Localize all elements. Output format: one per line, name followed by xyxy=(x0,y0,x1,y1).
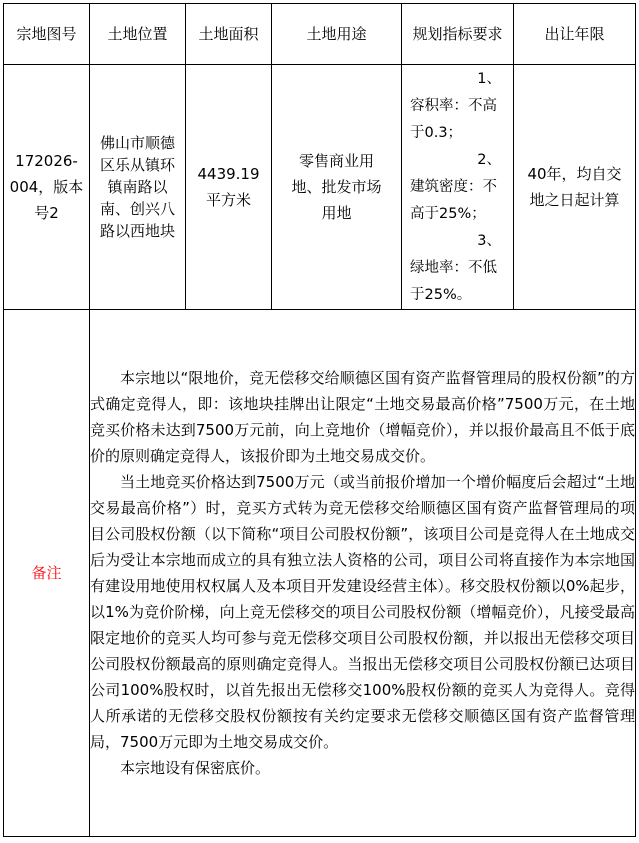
requirement-3-number: 3、 xyxy=(477,232,501,249)
parcel-location: 佛山市顺德区乐从镇环镇南路以南、创兴八路以西地块 xyxy=(99,134,175,240)
parcel-location-cell xyxy=(90,65,186,310)
parcel-use-cell xyxy=(272,65,402,310)
requirement-2-text: 建筑密度：不高于25%； xyxy=(410,178,497,222)
header-use: 土地用途 xyxy=(272,4,402,65)
header-row xyxy=(4,4,636,65)
parcel-area: 4439.19平方米 xyxy=(197,165,260,209)
header-parcel-number: 宗地图号 xyxy=(4,4,90,65)
parcel-term-cell xyxy=(514,65,636,310)
requirements-list xyxy=(402,66,513,309)
remarks-label: 备注 xyxy=(4,310,90,837)
header-requirements: 规划指标要求 xyxy=(402,4,514,65)
remarks-paragraph-3: 本宗地设有保密底价。 xyxy=(120,759,271,777)
remarks-paragraph-1: 本宗地以“限地价，竞无偿移交给顺德区国有资产监督管理局的股权份额”的方式确定竞得人，即：该地块挂牌出让限定“土地交易最高价格”7500万元，在土地竞买价格未达到7500万元前，向上竞地价（增幅竞价），并以报价最高且不低于底价的原则确定竞得人，该报价即为土地交易成交价。 xyxy=(90,369,635,465)
remarks-row xyxy=(4,310,636,837)
requirement-1-text: 容积率：不高于0.3； xyxy=(410,97,497,141)
parcel-number: 172026-004，版本号2 xyxy=(9,152,84,222)
remarks-body xyxy=(90,310,636,837)
parcel-term: 40年，均自交地之日起计算 xyxy=(527,165,622,209)
land-parcel-table xyxy=(3,3,636,837)
parcel-use: 零售商业用地、批发市场用地 xyxy=(291,152,382,222)
requirement-1-number: 1、 xyxy=(477,70,501,87)
header-location: 土地位置 xyxy=(90,4,186,65)
parcel-area-cell xyxy=(186,65,272,310)
requirement-2-number: 2、 xyxy=(477,151,501,168)
remarks-paragraph-2: 当土地竞买价格达到7500万元（或当前报价增加一个增价幅度后会超过“土地交易最高价格”）时，竞买方式转为竞无偿移交给顺德区国有资产监督管理局的项目公司股权份额（以下简称“项目公司股权份额”，该项目公司是竞得人在土地成交后为受让本宗地而成立的具有独立法人资格的公司，项目公司将直接作为本宗地国有建设用地使用权权属人及本项目开发建设经营主体）。移交股权份额以0%起步，以1%为竞价阶梯，向上竞无偿移交的项目公司股权份额（增幅竞价），凡接受最高限定地价的竞买人均可参与竞无偿移交项目公司股权份额，并以报出无偿移交项目公司股权份额最高的原则确定竞得人。当报出无偿移交项目公司股权份额已达项目公司100%股权时，以首先报出无偿移交100%股权份额的竞买人为竞得人。竞得人所承诺的无偿移交股权份额按有关约定要求无偿移交顺德区国有资产监督管理局，7500万元即为土地交易成交价。 xyxy=(90,473,635,751)
parcel-row xyxy=(4,65,636,310)
header-term: 出让年限 xyxy=(514,4,636,65)
header-area: 土地面积 xyxy=(186,4,272,65)
parcel-number-cell xyxy=(4,65,90,310)
parcel-requirements-cell xyxy=(402,65,514,310)
requirement-3-text: 绿地率：不低于25%。 xyxy=(410,259,497,303)
